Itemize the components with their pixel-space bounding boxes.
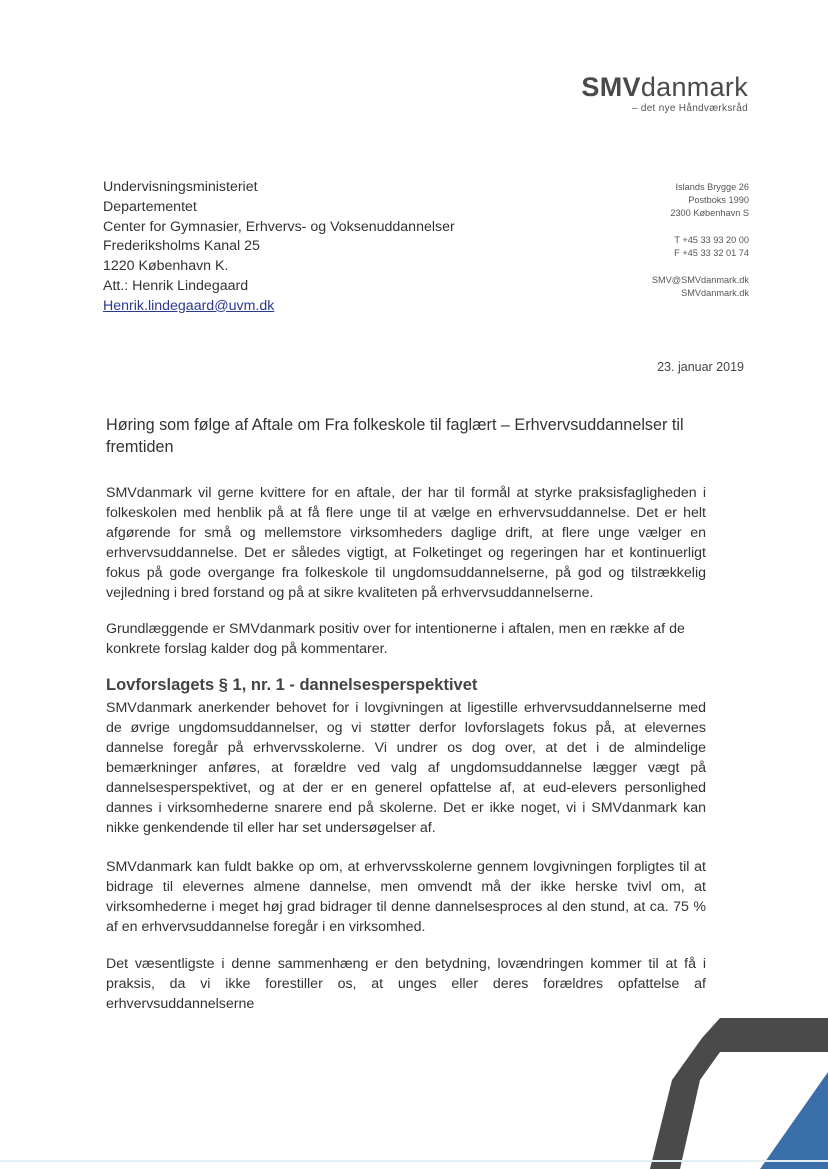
letter-date: 23. januar 2019: [657, 360, 744, 374]
sender-email: SMV@SMVdanmark.dk: [651, 275, 749, 285]
decorative-corner-shapes: [620, 1010, 828, 1169]
paragraph-intro: SMVdanmark vil gerne kvittere for en aftale, der har til formål at styrke praksisfagligheden i folkeskolen med henblik på at få flere unge til at vælge en erhvervsuddannelse. Det er helt afgørende for små og mellemstore virksomheders daglige drift, at flere unge vælger en erhvervsuddannelse. Det er således vigtigt, at Folketinget og regeringen har et kontinuerligt fokus på gode overgange fra folkeskole til ungdomsuddannelserne, på god og tilstrækkelig vejledning i bred forstand og på at sikre kvaliteten på erhvervsuddannelserne.: [106, 485, 706, 601]
sender-fax: F +45 33 32 01 74: [674, 248, 749, 258]
logo-wordmark: [581, 72, 748, 102]
sender-address-line: Islands Brygge 26: [675, 182, 749, 192]
recipient-line: 1220 København K.: [103, 258, 229, 275]
section-heading: Lovforslagets § 1, nr. 1 - dannelsesperspektivet: [106, 676, 478, 694]
recipient-line: Departementet: [103, 198, 197, 215]
paragraph-summary: Grundlæggende er SMVdanmark positiv over for intentionerne i aftalen, men en række af de konkrete forslag kalder dog på kommentarer.: [106, 621, 685, 657]
logo-brand-bold: SMV: [581, 72, 641, 102]
sender-address-line: 2300 København S: [670, 208, 749, 218]
paragraph-section-2: SMVdanmark kan fuldt bakke op om, at erhvervsskolerne gennem lovgivningen forpligtes til at bidrage til elevernes almene dannelse, men omvendt må der ikke herske tvivl om, at virksomhederne i meget høj grad bidrager til denne dannelsesproces al den stund, at ca. 75 % af en erhvervsuddannelse foregår i en virksomhed.: [106, 859, 706, 935]
sender-address-line: Postboks 1990: [688, 195, 749, 205]
letter-subject: Høring som følge af Aftale om Fra folkeskole til faglært – Erhvervsuddannelser til fremtiden: [106, 416, 684, 456]
paragraph-section-3: Det væsentligste i denne sammenhæng er den betydning, lovændringen kommer til at få i praksis, da vi ikke forestiller os, at unges eller deres forældres opfattelse af erhvervsuddannelserne: [106, 956, 706, 1012]
logo-tagline: – det nye Håndværksråd: [631, 103, 748, 114]
recipient-line: Undervisningsministeriet: [103, 179, 258, 195]
recipient-line: Att.: Henrik Lindegaard: [103, 277, 249, 294]
bottom-edge: [0, 1160, 828, 1162]
sender-info: [652, 181, 749, 300]
recipient-line: Frederiksholms Kanal 25: [103, 238, 260, 255]
logo-brand-light: danmark: [640, 72, 748, 102]
smvdanmark-logo: [581, 72, 748, 114]
recipient-address: [103, 178, 455, 317]
sender-phone: T +45 33 93 20 00: [674, 235, 749, 245]
recipient-email-link[interactable]: Henrik.lindegaard@uvm.dk: [103, 297, 275, 314]
sender-website: SMVdanmark.dk: [681, 288, 749, 298]
recipient-line: Center for Gymnasier, Erhvervs- og Voksenuddannelser: [103, 218, 455, 235]
paragraph-section-1: SMVdanmark anerkender behovet for i lovgivningen at ligestille erhvervsuddannelserne med de øvrige ungdomsuddannelser, og vi støtter derfor lovforslagets fokus på, at elevernes dannelse foregår på erhvervsskolerne. Vi undrer os dog over, at det i de almindelige bemærkninger anføres, at forældre ved valg af ungdomsuddannelse lægger vægt på dannelsesperspektivet, og at der er en generel opfattelse af, at eud-elevers personlighed dannes i virksomhederne snarere end på skolerne. Det er ikke noget, vi i SMVdanmark kan nikke genkendende til eller har set undersøgelser af.: [106, 700, 706, 836]
